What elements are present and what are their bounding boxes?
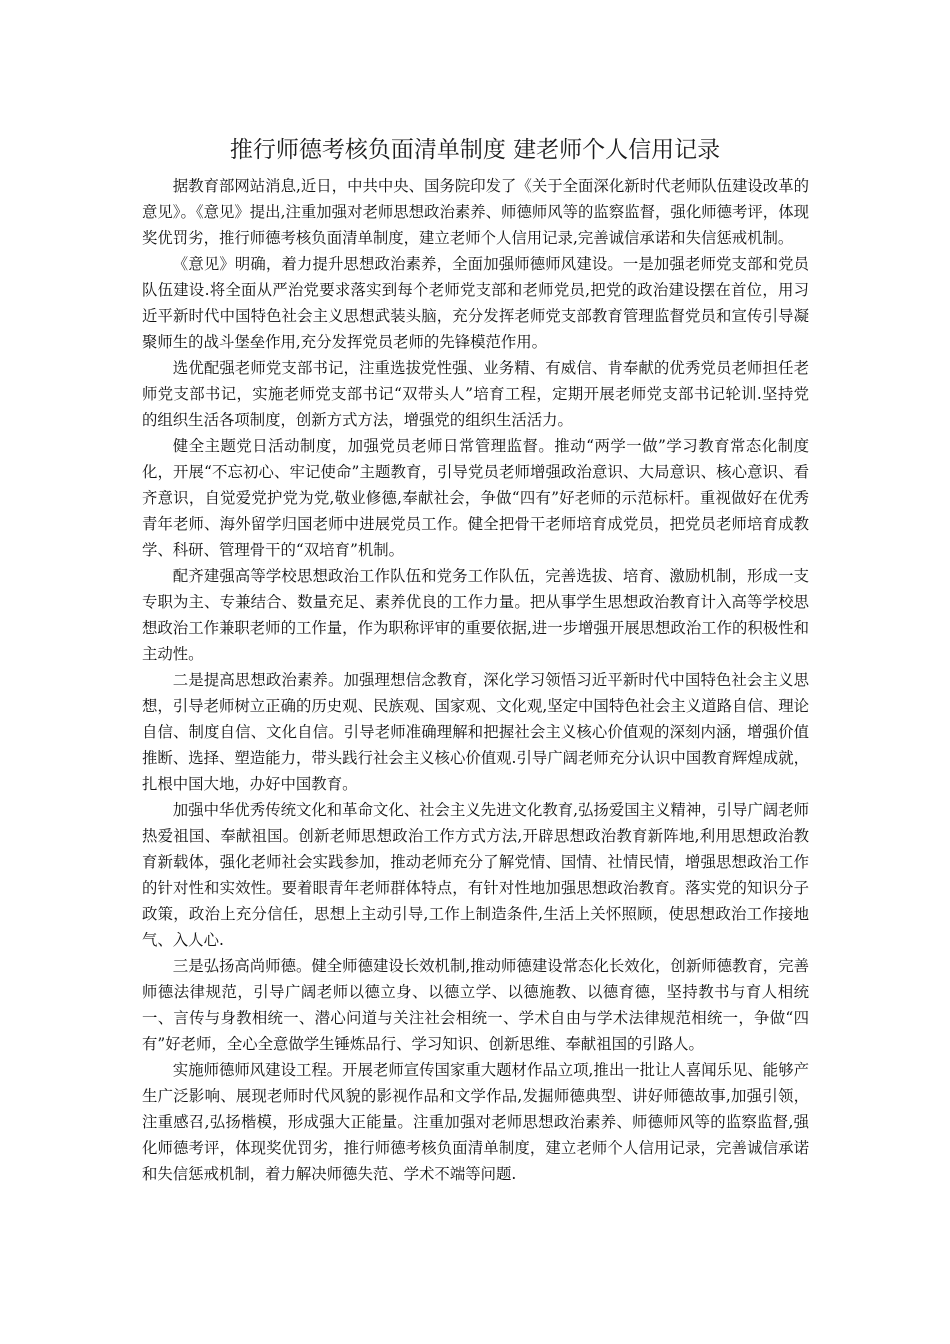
paragraph: 据教育部网站消息,近日，中共中央、国务院印发了《关于全面深化新时代老师队伍建设改革的意见》。《意见》提出,注重加强对老师思想政治素养、师德师风等的监察监督，强化师德考评，体现奖优罚劣，推行师德考核负面清单制度，建立老师个人信用记录,完善诚信承诺和失信惩戒机制。: [142, 177, 809, 247]
paragraph: 健全主题党日活动制度，加强党员老师日常管理监督。推动“两学一做”学习教育常态化制度化，开展“不忘初心、牢记使命”主题教育，引导党员老师增强政治意识、大局意识、核心意识、看齐意识，自觉爱党护党为党,敬业修德,奉献社会，争做“四有”好老师的示范标杆。重视做好在优秀青年老师、海外留学归国老师中进展党员工作。健全把骨干老师培育成党员，把党员老师培育成教学、科研、管理骨干的“双培育”机制。: [142, 437, 809, 559]
paragraph: 《意见》明确，着力提升思想政治素养，全面加强师德师风建设。一是加强老师党支部和党员队伍建设.将全面从严治党要求落实到每个老师党支部和老师党员,把党的政治建设摆在首位，用习近平新时代中国特色社会主义思想武装头脑，充分发挥老师党支部教育管理监督党员和宣传引导凝聚师生的战斗堡垒作用,充分发挥党员老师的先锋模范作用。: [142, 255, 809, 351]
document-title: 推行师德考核负面清单制度 建老师个人信用记录: [229, 137, 721, 163]
document-body: [142, 173, 809, 1187]
paragraph: 二是提高思想政治素养。加强理想信念教育，深化学习领悟习近平新时代中国特色社会主义思想，引导老师树立正确的历史观、民族观、国家观、文化观,坚定中国特色社会主义道路自信、理论自信、制度自信、文化自信。引导老师准确理解和把握社会主义核心价值观的深刻内涵，增强价值推断、选择、塑造能力，带头践行社会主义核心价值观.引导广阔老师充分认识中国教育辉煌成就，扎根中国大地，办好中国教育。: [142, 671, 809, 793]
paragraph: 三是弘扬高尚师德。健全师德建设长效机制,推动师德建设常态化长效化，创新师德教育，完善师德法律规范，引导广阔老师以德立身、以德立学、以德施教、以德育德，坚持教书与育人相统一、言传与身教相统一、潜心问道与关注社会相统一、学术自由与学术法律规范相统一，争做“四有”好老师，全心全意做学生锤炼品行、学习知识、创新思维、奉献祖国的引路人。: [142, 957, 809, 1053]
paragraph: 实施师德师风建设工程。开展老师宣传国家重大题材作品立项,推出一批让人喜闻乐见、能够产生广泛影响、展现老师时代风貌的影视作品和文学作品,发掘师德典型、讲好师德故事,加强引领，注重感召,弘扬楷模，形成强大正能量。注重加强对老师思想政治素养、师德师风等的监察监督,强化师德考评，体现奖优罚劣，推行师德考核负面清单制度，建立老师个人信用记录，完善诚信承诺和失信惩戒机制，着力解决师德失范、学术不端等问题.: [142, 1061, 809, 1183]
paragraph: 选优配强老师党支部书记，注重选拔党性强、业务精、有威信、肯奉献的优秀党员老师担任老师党支部书记，实施老师党支部书记“双带头人”培育工程，定期开展老师党支部书记轮训.坚持党的组织生活各项制度，创新方式方法，增强党的组织生活活力。: [142, 359, 809, 429]
paragraph: 加强中华优秀传统文化和革命文化、社会主义先进文化教育,弘扬爱国主义精神，引导广阔老师热爱祖国、奉献祖国。创新老师思想政治工作方式方法,开辟思想政治教育新阵地,利用思想政治教育新载体，强化老师社会实践参加，推动老师充分了解党情、国情、社情民情，增强思想政治工作的针对性和实效性。要着眼青年老师群体特点，有针对性地加强思想政治教育。落实党的知识分子政策，政治上充分信任，思想上主动引导,工作上制造条件,生活上关怀照顾，使思想政治工作接地气、入人心.: [142, 801, 809, 949]
paragraph: 配齐建强高等学校思想政治工作队伍和党务工作队伍，完善选拔、培育、激励机制，形成一支专职为主、专兼结合、数量充足、素养优良的工作力量。把从事学生思想政治教育计入高等学校思想政治工作兼职老师的工作量，作为职称评审的重要依据,进一步增强开展思想政治工作的积极性和主动性。: [142, 567, 809, 663]
